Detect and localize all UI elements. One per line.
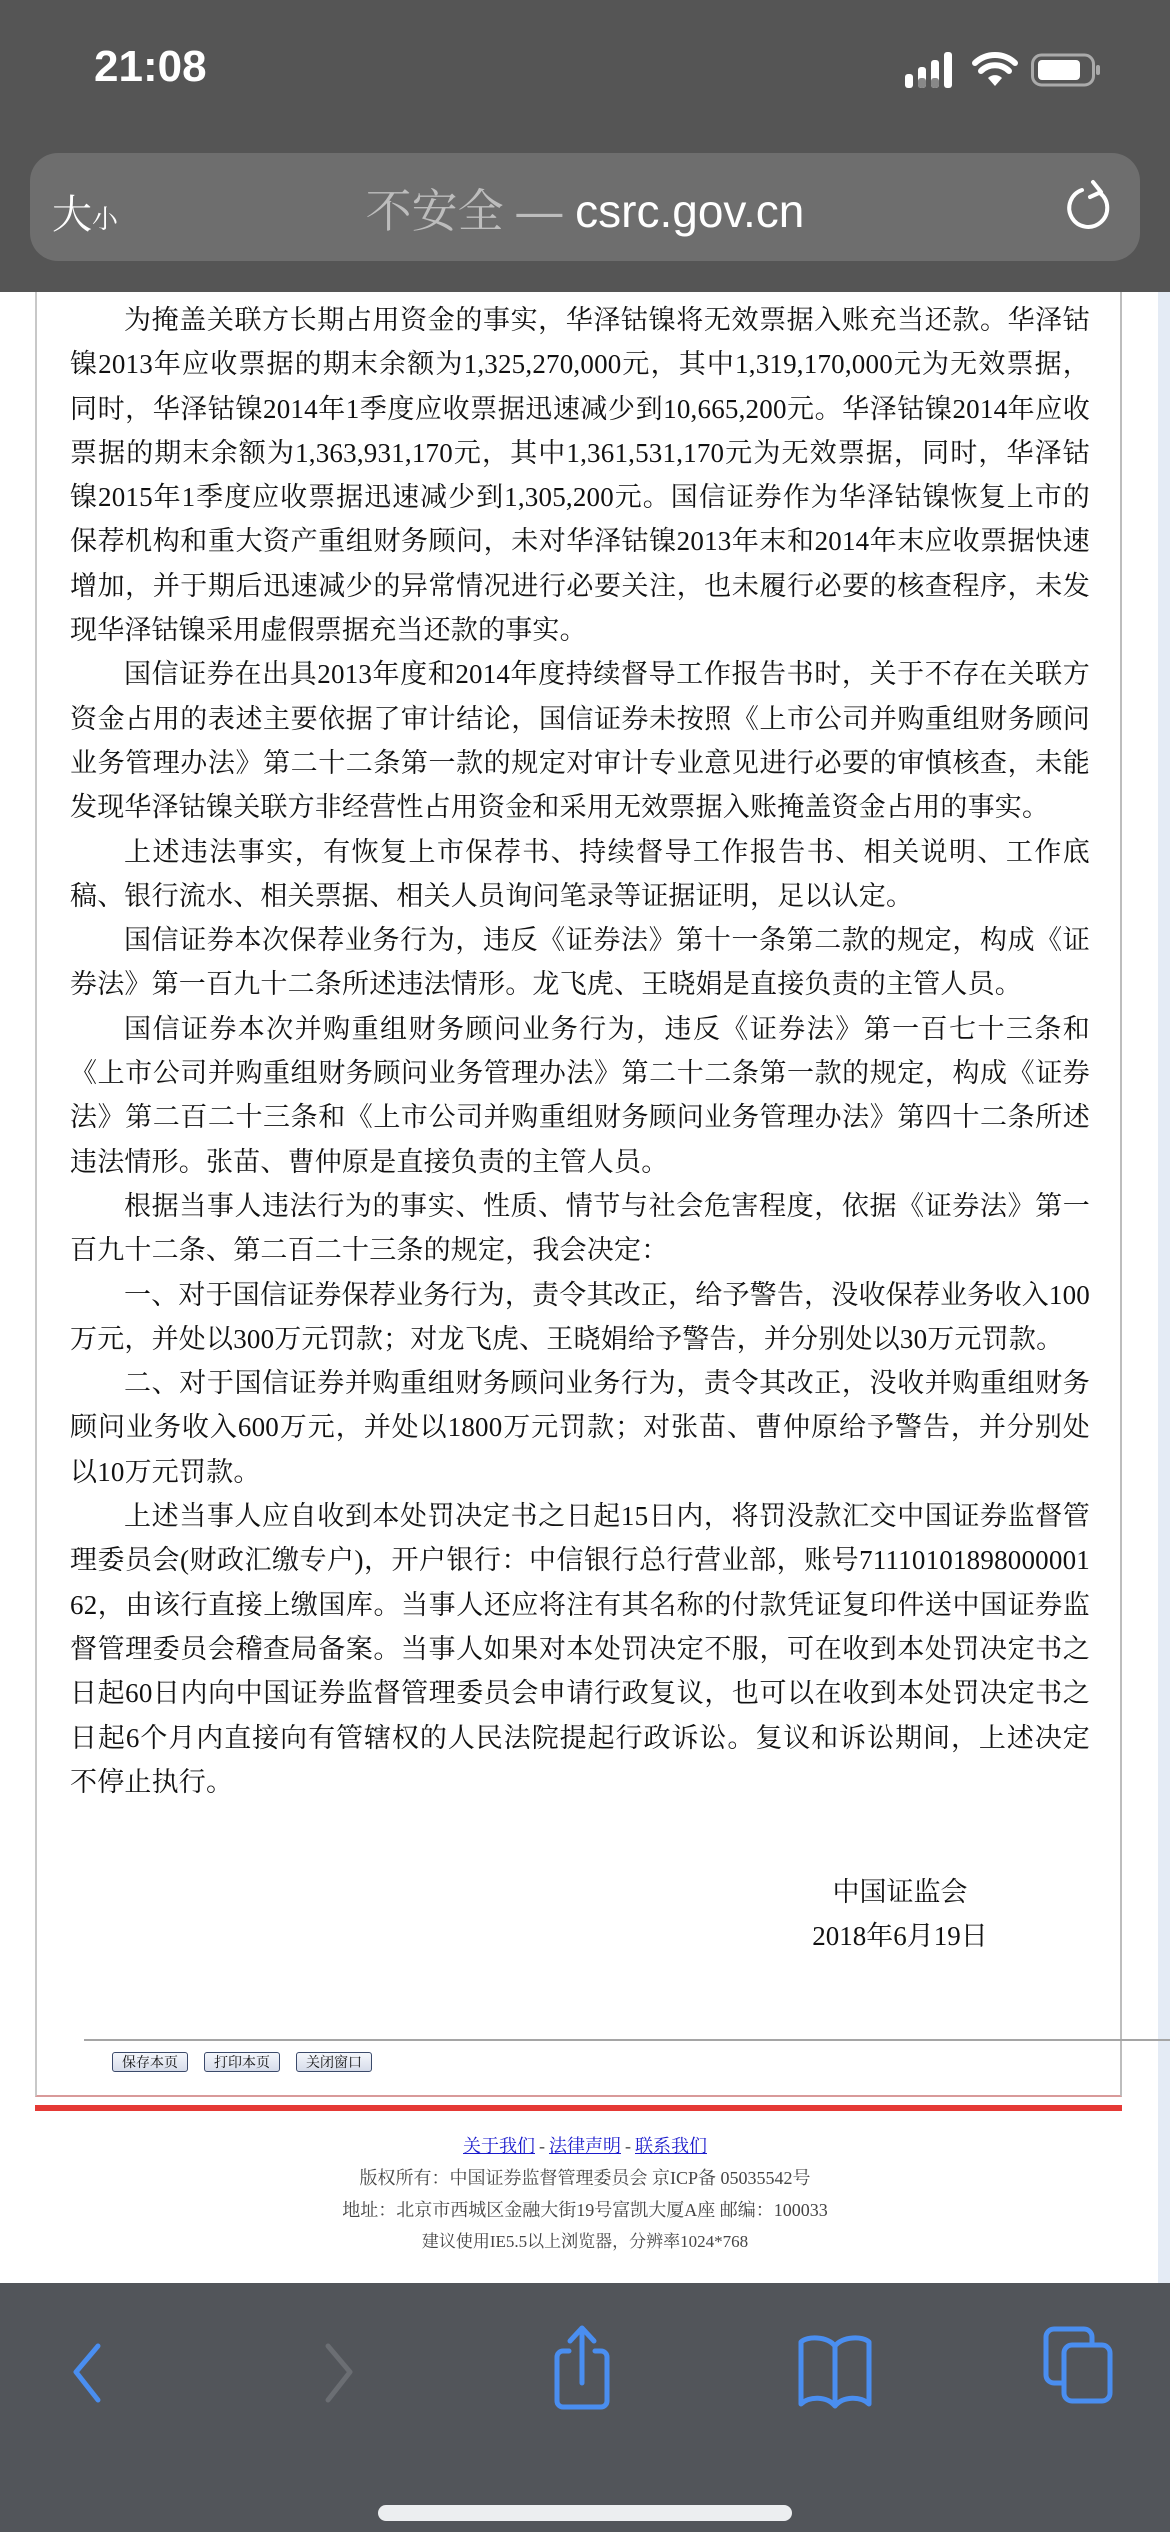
page-side-strip	[1158, 0, 1170, 2283]
link-separator: -	[625, 2136, 631, 2156]
not-secure-label: 不安全	[365, 185, 504, 237]
red-divider	[35, 2105, 1122, 2111]
url-separator: —	[503, 185, 576, 237]
divider	[84, 2039, 1170, 2041]
forward-icon[interactable]	[318, 2338, 358, 2408]
issue-date: 2018年6月19日	[812, 1921, 988, 1951]
domain-label: csrc.gov.cn	[575, 185, 805, 237]
paragraph-8: 二、对于国信证券并购重组财务顾问业务行为，责令其改正，没收并购重组财务顾问业务收入600万元，并处以1800万元罚款；对张苗、曹仲原给予警告，并分别处以10万元罚款。	[70, 1368, 1090, 1487]
address-bar[interactable]	[30, 153, 1140, 261]
home-indicator[interactable]	[378, 2505, 792, 2521]
about-us-link[interactable]: 关于我们	[463, 2136, 535, 2156]
paragraph-9: 上述当事人应自收到本处罚决定书之日起15日内，将罚没款汇交中国证券监督管理委员会(财政汇缴专户)，开户银行：中信银行总行营业部，账号7111010189800000162，由该行直接上缴国库。当事人还应将注有其名称的付款凭证复印件送中国证券监督管理委员会稽查局备案。当事人如果对本处罚决定不服，可在收到本处罚决定书之日起60日内向中国证券监督管理委员会申请行政复议，也可以在收到本处罚决定书之日起6个月内直接向有管辖权的人民法院提起行政诉讼。复议和诉讼期间，上述决定不停止执行。	[70, 1501, 1090, 1797]
browser-top-chrome	[0, 0, 1170, 292]
close-window-button[interactable]: 关闭窗口	[296, 2052, 372, 2072]
wifi-icon	[973, 52, 1017, 88]
paragraph-7: 一、对于国信证券保荐业务行为，责令其改正，给予警告，没收保荐业务收入100万元，并处以300万元罚款；对龙飞虎、王晓娟给予警告，并分别处以30万元罚款。	[70, 1279, 1090, 1354]
paragraph-3: 上述违法事实，有恢复上市保荐书、持续督导工作报告书、相关说明、工作底稿、银行流水、相关票据、相关人员询问笔录等证据证明，足以认定。	[70, 836, 1090, 911]
address-text: 地址：北京市西城区金融大街19号富凯大厦A座 邮编：100033	[342, 2200, 828, 2220]
text-size-big-label: 大	[52, 192, 92, 238]
bookmarks-icon[interactable]	[795, 2328, 875, 2408]
save-page-button[interactable]: 保存本页	[112, 2052, 188, 2072]
print-page-button[interactable]: 打印本页	[204, 2052, 280, 2072]
legal-notice-link[interactable]: 法律声明	[549, 2136, 621, 2156]
issuer-name: 中国证监会	[832, 1877, 968, 1907]
footer-links	[0, 2130, 1170, 2162]
site-footer	[0, 2130, 1170, 2258]
browser-bottom-toolbar	[0, 2283, 1170, 2532]
copyright-text: 版权所有：中国证券监督管理委员会 京ICP备 05035542号	[359, 2168, 811, 2188]
back-icon[interactable]	[68, 2338, 108, 2408]
article-body	[70, 270, 1090, 1804]
browser-note: 建议使用IE5.5以上浏览器，分辨率1024*768	[421, 2232, 749, 2251]
contact-us-link[interactable]: 联系我们	[635, 2136, 707, 2156]
tabs-icon[interactable]	[1040, 2325, 1120, 2409]
status-icons	[905, 52, 1101, 88]
share-icon[interactable]	[545, 2323, 625, 2413]
paragraph-5: 国信证券本次并购重组财务顾问业务行为，违反《证券法》第一百七十三条和《上市公司并购重组财务顾问业务管理办法》第二十二条第一款的规定，构成《证券法》第二百二十三条和《上市公司并购重组财务顾问业务管理办法》第四十二条所述违法情形。张苗、曹仲原是直接负责的主管人员。	[70, 1013, 1090, 1177]
paragraph-4: 国信证券本次保荐业务行为，违反《证券法》第十一条第二款的规定，构成《证券法》第一百九十二条所述违法情形。龙飞虎、王晓娟是直接负责的主管人员。	[70, 925, 1090, 1000]
url-display[interactable]	[30, 175, 1140, 241]
paragraph-6: 根据当事人违法行为的事实、性质、情节与社会危害程度，依据《证券法》第一百九十二条、第二百二十三条的规定，我会决定：	[70, 1190, 1090, 1266]
page-action-buttons	[112, 2052, 372, 2072]
cellular-signal-icon	[905, 52, 959, 88]
reload-icon[interactable]	[1060, 179, 1116, 235]
paragraph-1: 为掩盖关联方长期占用资金的事实，华泽钴镍将无效票据入账充当还款。华泽钴镍2013年应收票据的期末余额为1,325,270,000元，其中1,319,170,000元为无效票据，同时，华泽钴镍2014年1季度应收票据迅速减少到10,665,200元。华泽钴镍2014年应收票据的期末余额为1,363,931,170元，其中1,361,531,170元为无效票据，同时，华泽钴镍2015年1季度应收票据迅速减少到1,305,200元。国信证券作为华泽钴镍恢复上市的保荐机构和重大资产重组财务顾问，未对华泽钴镍2013年末和2014年末应收票据快速增加，并于期后迅速减少的异常情况进行必要关注，也未履行必要的核查程序，未发现华泽钴镍采用虚假票据充当还款的事实。	[70, 305, 1090, 646]
link-separator: -	[539, 2136, 545, 2156]
text-size-small-label: 小	[92, 205, 119, 235]
status-time: 21:08	[94, 42, 207, 91]
paragraph-2: 国信证券在出具2013年度和2014年度持续督导工作报告书时，关于不存在关联方资金占用的表述主要依据了审计结论，国信证券未按照《上市公司并购重组财务顾问业务管理办法》第二十二条第一款的规定对审计专业意见进行必要的审慎核查，未能发现华泽钴镍关联方非经营性占用资金和采用无效票据入账掩盖资金占用的事实。	[70, 659, 1090, 823]
battery-icon	[1031, 52, 1101, 88]
signature-block	[790, 1870, 1010, 1958]
